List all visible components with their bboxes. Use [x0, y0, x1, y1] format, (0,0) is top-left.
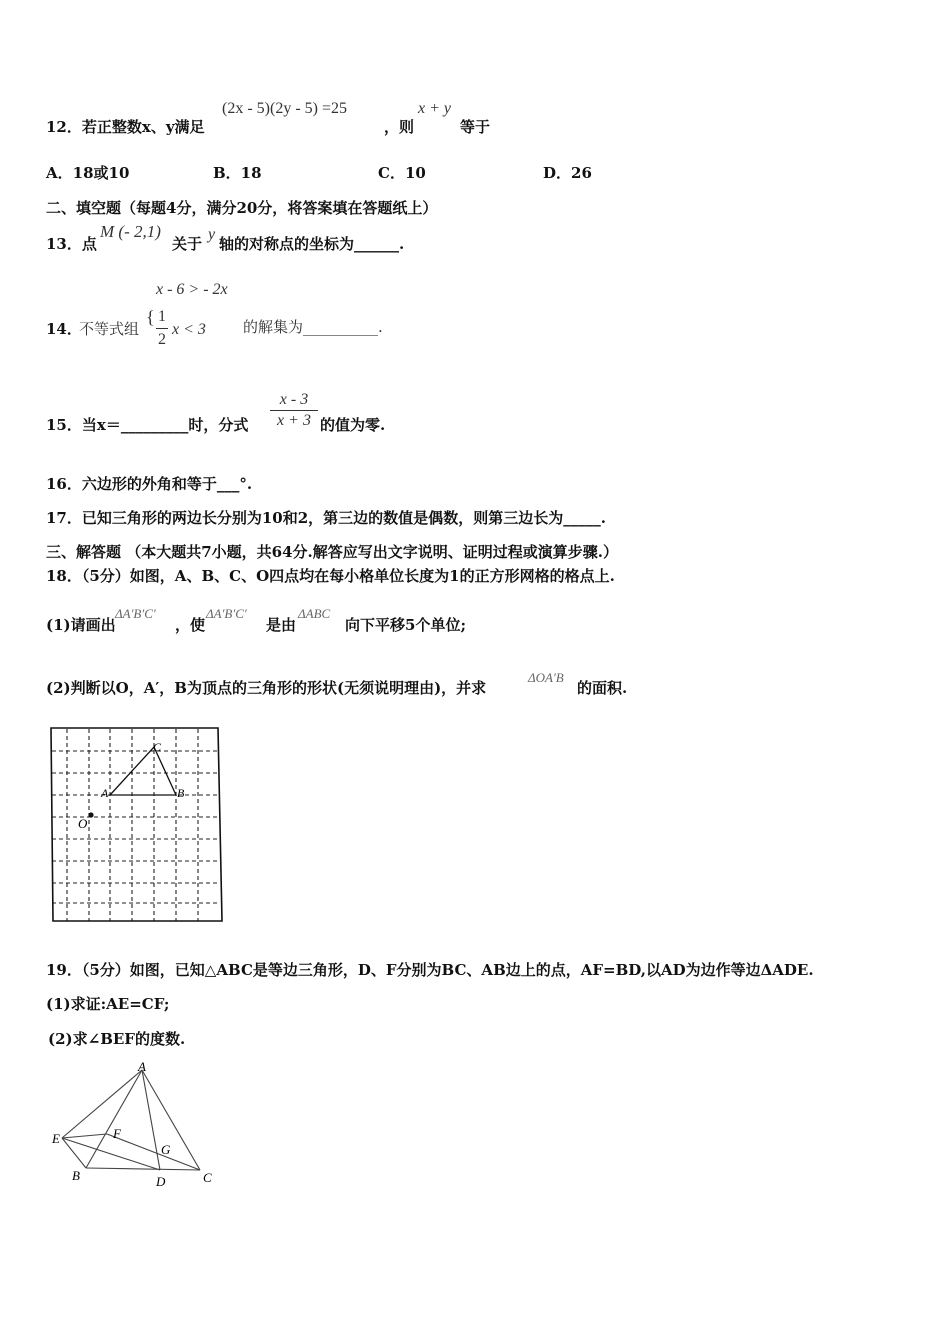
label-b: B [177, 786, 185, 800]
q18-tri1: ΔA′B′C′ [115, 606, 156, 621]
q19-part2: (2)求∠BEF的度数. [48, 1030, 186, 1048]
q13-point: M (- 2,1) [100, 222, 161, 241]
q12-option-a: A．18或10 [46, 164, 130, 182]
grid-border [51, 728, 222, 921]
fig-label-c: C [203, 1170, 212, 1185]
q12-option-b: B．18 [213, 164, 262, 182]
fig-label-b: B [72, 1168, 80, 1183]
q18-part1-d: 向下平移5个单位; [345, 616, 466, 634]
q13-num: 13．点 [46, 235, 97, 253]
q14-label: 不等式组 [79, 320, 140, 338]
q18-stem: 18．（5分）如图，A、B、C、O四点均在每小格单位长度为1的正方形网格的格点上. [46, 567, 615, 585]
q14-num: 14． [46, 320, 82, 338]
q18-part1-b: ，使 [175, 616, 206, 634]
q12-expr: x + y [418, 100, 451, 117]
q14-frac-den: 2 [158, 331, 166, 348]
fig-label-g: G [161, 1142, 171, 1157]
q15-fraction [270, 390, 318, 431]
q12-mid: ，则 [384, 118, 415, 136]
q12-option-d: D．26 [543, 164, 592, 182]
q15-text: 15．当x＝_________时，分式 [46, 416, 249, 434]
q18-tri3: ΔABC [298, 606, 331, 621]
fig-label-f: F [113, 1126, 121, 1141]
q14-fraction [156, 306, 168, 351]
q13-text2: 轴的对称点的坐标为______. [219, 235, 405, 253]
fig-label-d: D [156, 1174, 166, 1189]
fig-label-e: E [52, 1131, 60, 1146]
q14-ineq1: x - 6 > - 2x [156, 281, 228, 298]
q12-option-c: C．10 [378, 164, 426, 182]
q18-part1-a: (1)请画出 [46, 616, 116, 634]
q13-text: 关于 [172, 235, 203, 253]
q19-triangle-figure [50, 1058, 225, 1190]
q15-tail: 的值为零. [320, 416, 386, 434]
q12-line [46, 116, 205, 137]
label-a: A [101, 786, 109, 800]
q18-tri4: ΔOA′B [528, 670, 564, 685]
q18-part1-c: 是由 [266, 616, 297, 634]
label-c: C [153, 740, 162, 754]
q17-text: 17．已知三角形的两边长分别为10和2，第三边的数值是偶数，则第三边长为_____. [46, 509, 606, 527]
q15-frac-den: x + 3 [277, 412, 311, 429]
q18-part2-b: 的面积. [577, 679, 628, 697]
q15-frac-num: x - 3 [279, 391, 309, 408]
q18-part2-a: (2)判断以O，A′，B为顶点的三角形的形状(无须说明理由)，并求 [46, 679, 487, 697]
q18-tri2: ΔA′B′C′ [206, 606, 247, 621]
fig-label-a: A [138, 1059, 146, 1074]
q12-equation: (2x - 5)(2y - 5) =25 [222, 100, 347, 117]
q14-brace: { [146, 307, 155, 327]
label-o: O [78, 816, 88, 831]
q13-axis: y [208, 226, 216, 243]
q19-part1: (1)求证:AE=CF; [46, 995, 170, 1013]
q12-stem: 12．若正整数x、y满足 [46, 118, 205, 136]
section2-heading: 二、填空题（每题4分，满分20分，将答案填在答题纸上） [46, 199, 438, 217]
q12-end: 等于 [460, 118, 491, 136]
q14-ineq2: x < 3 [172, 321, 206, 338]
triangle-abc [110, 747, 176, 795]
figure-lines [62, 1070, 200, 1170]
point-o [88, 812, 93, 817]
section3-heading: 三、解答题 （本大题共7小题，共64分.解答应写出文字说明、证明过程或演算步骤.） [46, 543, 618, 561]
q14-frac-num: 1 [158, 308, 166, 325]
q14-tail: 的解集为__________. [243, 318, 383, 336]
q19-stem: 19．（5分）如图，已知△ABC是等边三角形，D、F分别为BC、AB边上的点，AF=BD,以AD为边作等边ΔADE. [46, 961, 814, 979]
q16-text: 16．六边形的外角和等于___°. [46, 475, 253, 493]
q18-grid-figure [48, 725, 224, 925]
